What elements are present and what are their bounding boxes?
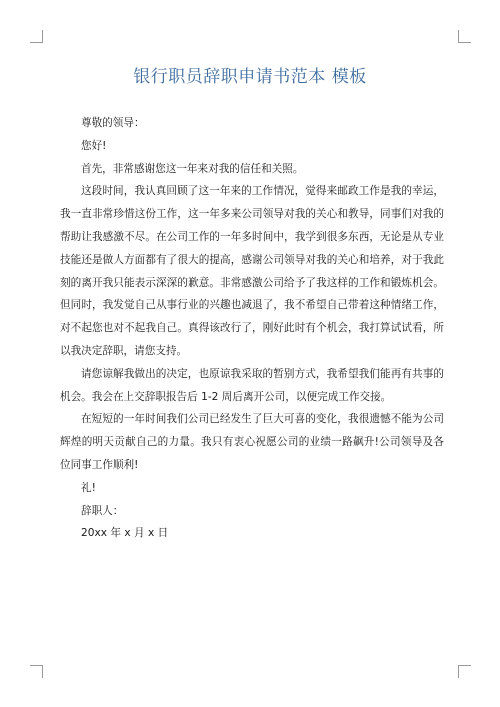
date-line: 20xx 年 x 月 x 日 — [81, 527, 169, 540]
paragraph-1: 首先，非常感谢您这一年来对我的信任和关照。 — [81, 162, 304, 175]
paragraph-2: 这段时间，我认真回顾了这一年来的工作情况，觉得来邮政工作是我的幸运，我一直非常珍惜这份工作，这一年多来公司领导对我的关心和教导，同事们对我的帮助让我感激不尽。在公司工作的一年多时间中，我学到很多东西，无论是从专业技能还是做人方面都有了很大的提高，感谢公司领导对我的关心和培养，对于我此刻的离开我只能表示深深的歉意。非常感激公司给予了我这样的工作和锻炼机会。但同时，我发觉自己从事行业的兴趣也减退了，我不希望自己带着这种情绪工作，对不起您也对不起我自己。真得该改行了，刚好此时有个机会，我打算试试看，所以我决定辞职，请您支持。 — [60, 185, 444, 357]
document-body — [60, 112, 444, 545]
paragraph-3: 请您谅解我做出的决定，也原谅我采取的暂别方式，我希望我们能再有共事的机会。我会在上交辞职报告后 1-2 周后离开公司，以便完成工作交接。 — [60, 367, 444, 403]
paragraph-4: 在短短的一年时间我们公司已经发生了巨大可喜的变化，我很遗憾不能为公司辉煌的明天贡献自己的力量。我只有衷心祝愿公司的业绩一路飙升!公司领导及各位同事工作顺利! — [60, 413, 444, 471]
crop-mark-top-right — [458, 30, 471, 43]
signature-label: 辞职人： — [81, 504, 124, 517]
greeting: 您好! — [81, 139, 107, 152]
crop-mark-bottom-right — [458, 665, 471, 678]
salutation: 尊敬的领导： — [81, 117, 145, 129]
crop-mark-bottom-left — [30, 665, 43, 678]
closing: 礼! — [81, 481, 96, 494]
crop-mark-top-left — [30, 30, 43, 43]
document-title: 银行职员辞职申请书范本 模板 — [133, 67, 367, 87]
